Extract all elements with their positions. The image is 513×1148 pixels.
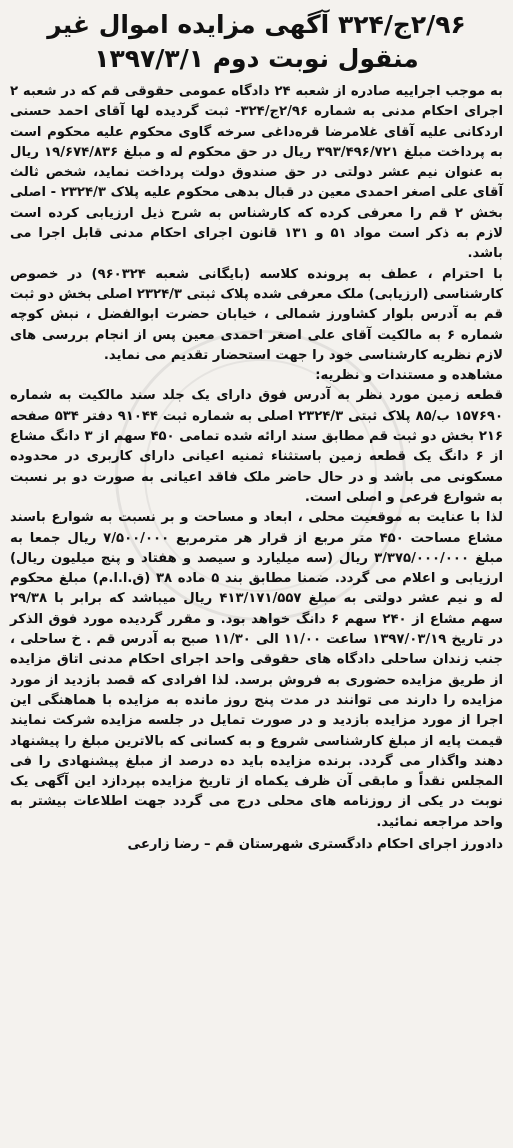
paragraph-property-description: قطعه زمین مورد نظر به آدرس فوق دارای یک جلد سند مالکیت به شماره ۱۵۷۶۹۰ ب/۸۵ پلاک ثبتی ۲۳۲۴/۳ اصلی به شماره ثبت ۹۱۰۴۴ دفتر ۵۳۴ صفحه ۲۱۶ بخش دو ثبت قم مطابق سند ارائه شده تمامی ۴۵۰ سهم از ۳ دانگ مشاع از ۶ دانگ یک قطعه زمین باستثناء ثمنیه اعیانی دارای کاربری در محدوده مسکونی می باشد و در حال حاضر ملک فاقد اعیانی به صورت دو بر نسبت به شوارع فرعی و اصلی است. [10, 388, 503, 505]
paragraph-intro: به موجب اجراییه صادره از شعبه ۲۴ دادگاه عمومی حقوقی قم که در شعبه ۲ اجرای احکام مدنی به شماره ۲/۹۶ج/۳۲۴- ثبت گردیده لها آقای احمد حسنی اردکانی علیه آقای غلامرضا قره‌داغی سرخه گاوی محکوم علیه محکوم است به پرداخت مبلغ ۳۹۳/۴۹۶/۷۲۱ ریال در حق محکوم له و مبلغ ۱۹/۶۷۴/۸۳۶ ریال به عنوان نیم عشر دولتی در حق صندوق دولت پرداخت نماید، شخص ثالث آقای علی اصغر احمدی معین در قبال بدهی محکوم علیه پلاک ۲۳۲۴/۳ - اصلی بخش ۲ قم را معرفی کرده که کارشناس به شرح ذیل ارزیابی کرده است لازم به ذکر است مواد ۵۱ و ۱۳۱ قانون اجرای احکام مدنی قابل اجرا می باشد. [10, 84, 504, 262]
notice-title [10, 8, 503, 76]
title-line-1: ۲/۹۶ج/۳۲۴ آگهی مزایده اموال غیر [47, 10, 466, 39]
title-line-2: منقول نوبت دوم ۱۳۹۷/۳/۱ [94, 44, 419, 73]
signature-line: دادورز اجرای احکام دادگستری شهرستان قم – رضا زارعی [127, 836, 503, 852]
paragraph-valuation-and-auction: لذا با عنایت به موقعیت محلی ، ابعاد و مساحت و بر نسبت به شوارع باسند مشاع مساحت ۴۵۰ متر مربع از قرار هر مترمربع ۷/۵۰۰/۰۰۰ ریال جمعا به مبلغ ۳/۳۷۵/۰۰۰/۰۰۰ ریال (سه میلیارد و سیصد و هفتاد و پنج میلیون ریال) ارزیابی و اعلام می گردد. ضمنا مطابق بند ۵ ماده ۳۸ (ق.ا.ا.م) مبلغ محکوم له و نیم عشر دولتی به مبلغ ۴۱۳/۱۷۱/۵۵۷ ریال میباشد که برابر با ۲۹/۳۸ سهم مشاع از ۲۴۰ سهم ۶ دانگ خواهد بود. و مقرر گردیده مورد فوق الذکر در تاریخ ۱۳۹۷/۰۳/۱۹ ساعت ۱۱/۰۰ الی ۱۱/۳۰ صبح به آدرس قم . خ ساحلی ، جنب زندان ساحلی دادگاه های حقوقی واحد اجرای احکام مدنی اتاق مزایده از طریق مزایده حضوری به فروش برسد. لذا افرادی که قصد بازدید از مورد مزایده را دارند می توانند در مدت پنج روز مانده به مزایده با هماهنگی این اجرا از مورد مزایده بازدید و در صورت تمایل در جلسه مزایده شرکت نمایند قیمت پایه از مبلغ کارشناسی شروع و به کسانی که بالاترین مبلغ را پیشنهاد دهند واگذار می گردد. برنده مزایده باید ده درصد از مبلغ پیشنهادی را فی المجلس نقداً و مابقی آن ظرف یکماه از تاریخ مزایده بپردازد این آگهی یک نوبت در یکی از روزنامه های محلی درج می گردد جهت اطلاعات بیشتر به واحد مراجعه نمائید. [10, 510, 504, 830]
paragraph-expert-request: با احترام ، عطف به پرونده کلاسه (بایگانی شعبه ۹۶۰۳۲۴) در خصوص کارشناسی (ارزیابی) ملک معرفی شده پلاک ثبتی ۲۳۲۴/۳ اصلی بخش دو ثبت قم به آدرس بلوار کشاورز شمالی ، خیابان حضرت ابوالفضل ، نبش کوچه شماره ۶ به مالکیت آقای علی اصغر احمدی معین پس از انجام بررسی های لازم نظریه کارشناسی خود را جهت استحضار تقدیم می نماید. [10, 266, 503, 363]
section-heading: مشاهده و مستندات و نظریه: [315, 368, 503, 384]
notice-body [10, 82, 503, 833]
